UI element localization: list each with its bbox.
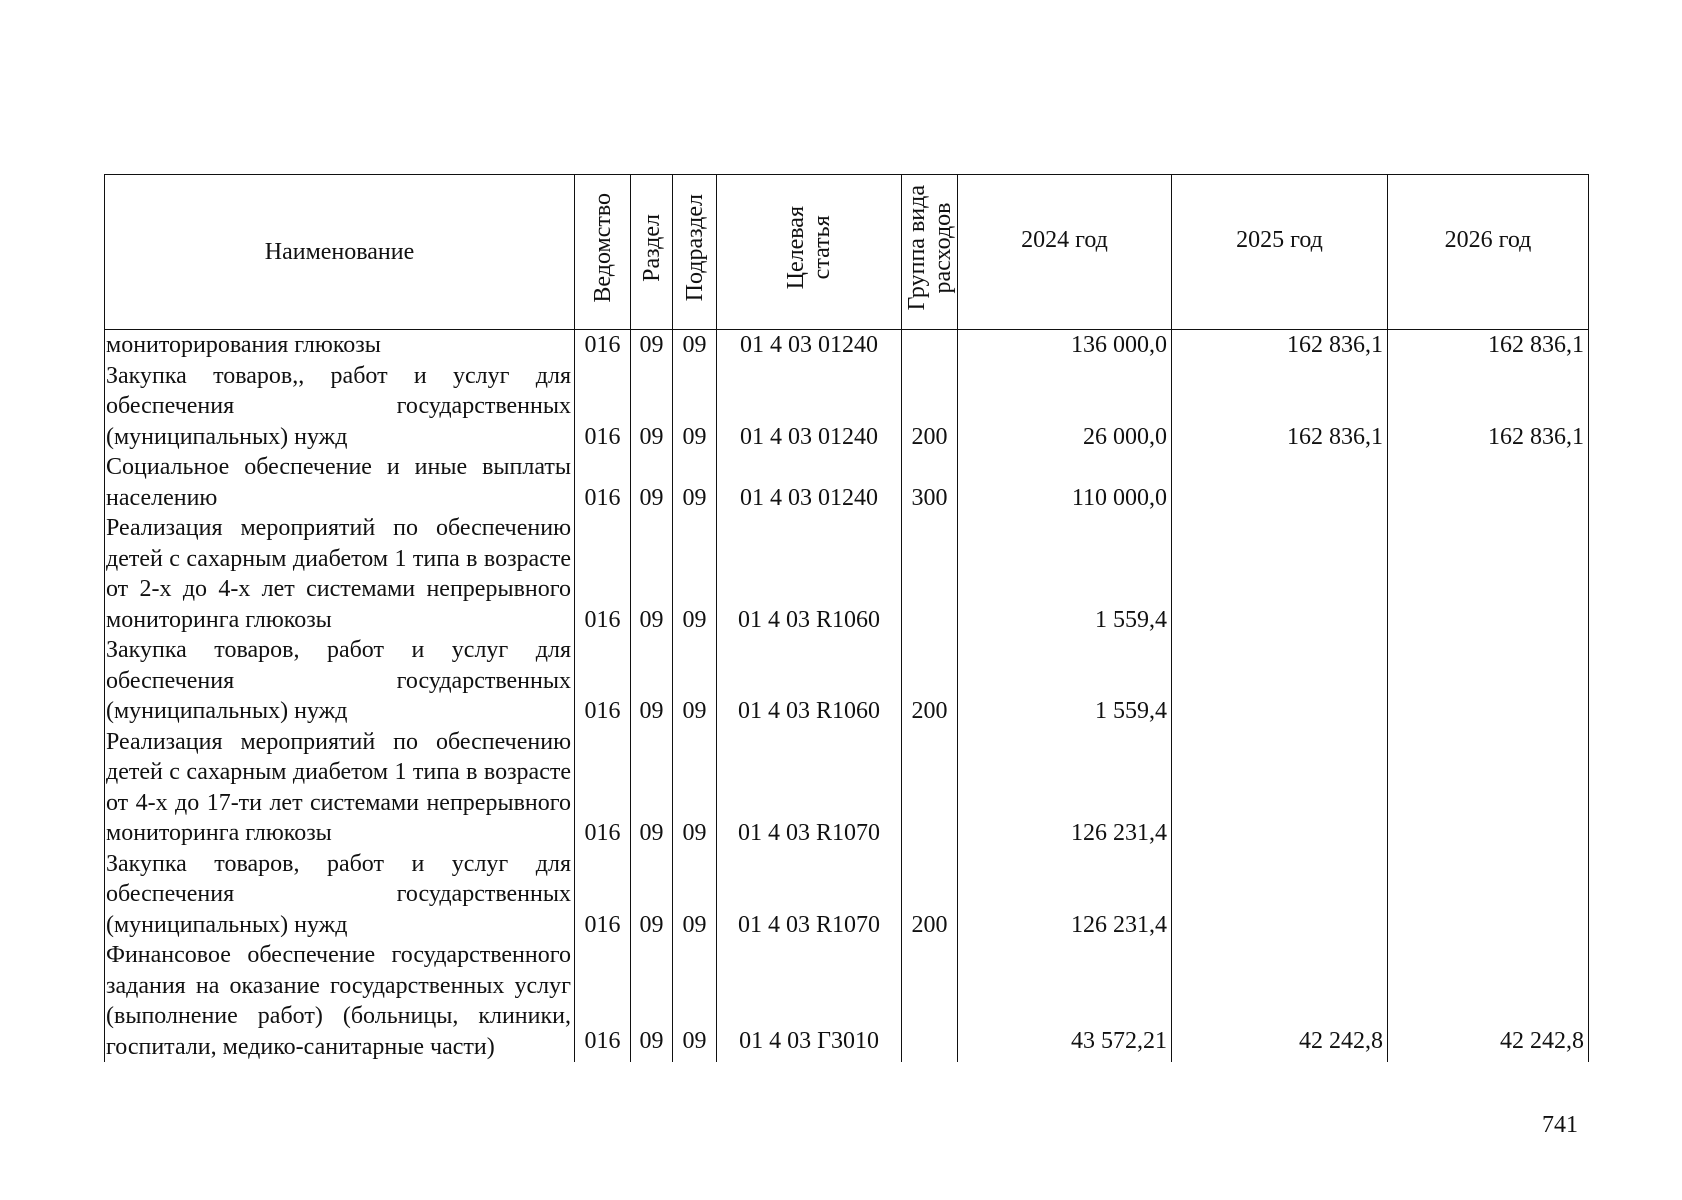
row-amount-2024: 43 572,21 — [958, 940, 1172, 1062]
table-row — [105, 330, 1589, 361]
row-name: Закупка товаров,, работ и услуг для обеспечения государственных (муниципальных) нужд — [105, 361, 575, 453]
budget-table-page — [104, 174, 1588, 1062]
row-name: Социальное обеспечение и иные выплаты населению — [105, 452, 575, 513]
row-subsection: 09 — [673, 330, 717, 361]
row-amount-2024: 126 231,4 — [958, 727, 1172, 849]
row-amount-2026: 162 836,1 — [1388, 330, 1589, 361]
row-amount-2024: 136 000,0 — [958, 330, 1172, 361]
row-department: 016 — [575, 361, 631, 453]
row-section: 09 — [631, 940, 673, 1062]
row-section: 09 — [631, 452, 673, 513]
header-year-2025: 2025 год — [1172, 175, 1388, 330]
row-amount-2025 — [1172, 727, 1388, 849]
header-expense-group: Группа вида расходов — [902, 175, 958, 330]
row-amount-2026: 162 836,1 — [1388, 361, 1589, 453]
row-target-article: 01 4 03 R1060 — [717, 635, 902, 727]
row-section: 09 — [631, 727, 673, 849]
row-amount-2025 — [1172, 635, 1388, 727]
row-department: 016 — [575, 727, 631, 849]
row-amount-2025: 162 836,1 — [1172, 330, 1388, 361]
row-subsection: 09 — [673, 940, 717, 1062]
row-name: Финансовое обеспечение государственного задания на оказание государственных услуг (выполнение работ) (больницы, клиники, госпитали, медико-санитарные части) — [105, 940, 575, 1062]
row-name: мониторирования глюкозы — [105, 330, 575, 361]
page-number: 741 — [1542, 1112, 1578, 1138]
row-target-article: 01 4 03 R1060 — [717, 513, 902, 635]
header-name: Наименование — [105, 175, 575, 330]
row-amount-2026 — [1388, 727, 1589, 849]
row-expense-group: 300 — [902, 452, 958, 513]
table-row — [105, 513, 1589, 635]
row-expense-group: 200 — [902, 361, 958, 453]
row-expense-group: 200 — [902, 849, 958, 941]
table-header-row — [105, 175, 1589, 330]
row-name: Реализация мероприятий по обеспечению детей с сахарным диабетом 1 типа в возрасте от 2-х до 4-х лет системами непрерывного мониторинга глюкозы — [105, 513, 575, 635]
row-amount-2024: 126 231,4 — [958, 849, 1172, 941]
row-expense-group: 200 — [902, 635, 958, 727]
row-target-article: 01 4 03 01240 — [717, 361, 902, 453]
row-target-article: 01 4 03 Г3010 — [717, 940, 902, 1062]
header-section: Раздел — [631, 175, 673, 330]
row-section: 09 — [631, 513, 673, 635]
row-amount-2024: 26 000,0 — [958, 361, 1172, 453]
row-section: 09 — [631, 330, 673, 361]
header-subsection: Подраздел — [673, 175, 717, 330]
row-department: 016 — [575, 849, 631, 941]
row-expense-group — [902, 727, 958, 849]
row-amount-2026: 42 242,8 — [1388, 940, 1589, 1062]
row-amount-2025: 42 242,8 — [1172, 940, 1388, 1062]
row-subsection: 09 — [673, 727, 717, 849]
row-department: 016 — [575, 635, 631, 727]
row-amount-2024: 1 559,4 — [958, 513, 1172, 635]
row-expense-group — [902, 330, 958, 361]
row-department: 016 — [575, 330, 631, 361]
row-amount-2025 — [1172, 513, 1388, 635]
row-section: 09 — [631, 361, 673, 453]
row-amount-2026 — [1388, 635, 1589, 727]
header-year-2024: 2024 год — [958, 175, 1172, 330]
row-name: Реализация мероприятий по обеспечению детей с сахарным диабетом 1 типа в возрасте от 4-х до 17-ти лет системами непрерывного мониторинга глюкозы — [105, 727, 575, 849]
header-target-article: Целевая статья — [717, 175, 902, 330]
table-row — [105, 849, 1589, 941]
row-department: 016 — [575, 513, 631, 635]
row-section: 09 — [631, 849, 673, 941]
row-subsection: 09 — [673, 361, 717, 453]
row-name: Закупка товаров, работ и услуг для обеспечения государственных (муниципальных) нужд — [105, 849, 575, 941]
row-amount-2026 — [1388, 513, 1589, 635]
budget-table — [104, 174, 1589, 1062]
table-row — [105, 452, 1589, 513]
header-year-2026: 2026 год — [1388, 175, 1589, 330]
table-row — [105, 361, 1589, 453]
row-target-article: 01 4 03 R1070 — [717, 849, 902, 941]
row-name: Закупка товаров, работ и услуг для обеспечения государственных (муниципальных) нужд — [105, 635, 575, 727]
row-amount-2024: 110 000,0 — [958, 452, 1172, 513]
row-subsection: 09 — [673, 513, 717, 635]
row-amount-2024: 1 559,4 — [958, 635, 1172, 727]
row-amount-2026 — [1388, 452, 1589, 513]
row-expense-group — [902, 940, 958, 1062]
row-amount-2025: 162 836,1 — [1172, 361, 1388, 453]
row-amount-2025 — [1172, 849, 1388, 941]
row-subsection: 09 — [673, 849, 717, 941]
table-row — [105, 940, 1589, 1062]
row-amount-2025 — [1172, 452, 1388, 513]
table-row — [105, 727, 1589, 849]
header-department: Ведомство — [575, 175, 631, 330]
row-section: 09 — [631, 635, 673, 727]
row-expense-group — [902, 513, 958, 635]
row-target-article: 01 4 03 01240 — [717, 452, 902, 513]
row-department: 016 — [575, 940, 631, 1062]
table-row — [105, 635, 1589, 727]
row-target-article: 01 4 03 R1070 — [717, 727, 902, 849]
row-department: 016 — [575, 452, 631, 513]
row-target-article: 01 4 03 01240 — [717, 330, 902, 361]
row-amount-2026 — [1388, 849, 1589, 941]
row-subsection: 09 — [673, 452, 717, 513]
row-subsection: 09 — [673, 635, 717, 727]
